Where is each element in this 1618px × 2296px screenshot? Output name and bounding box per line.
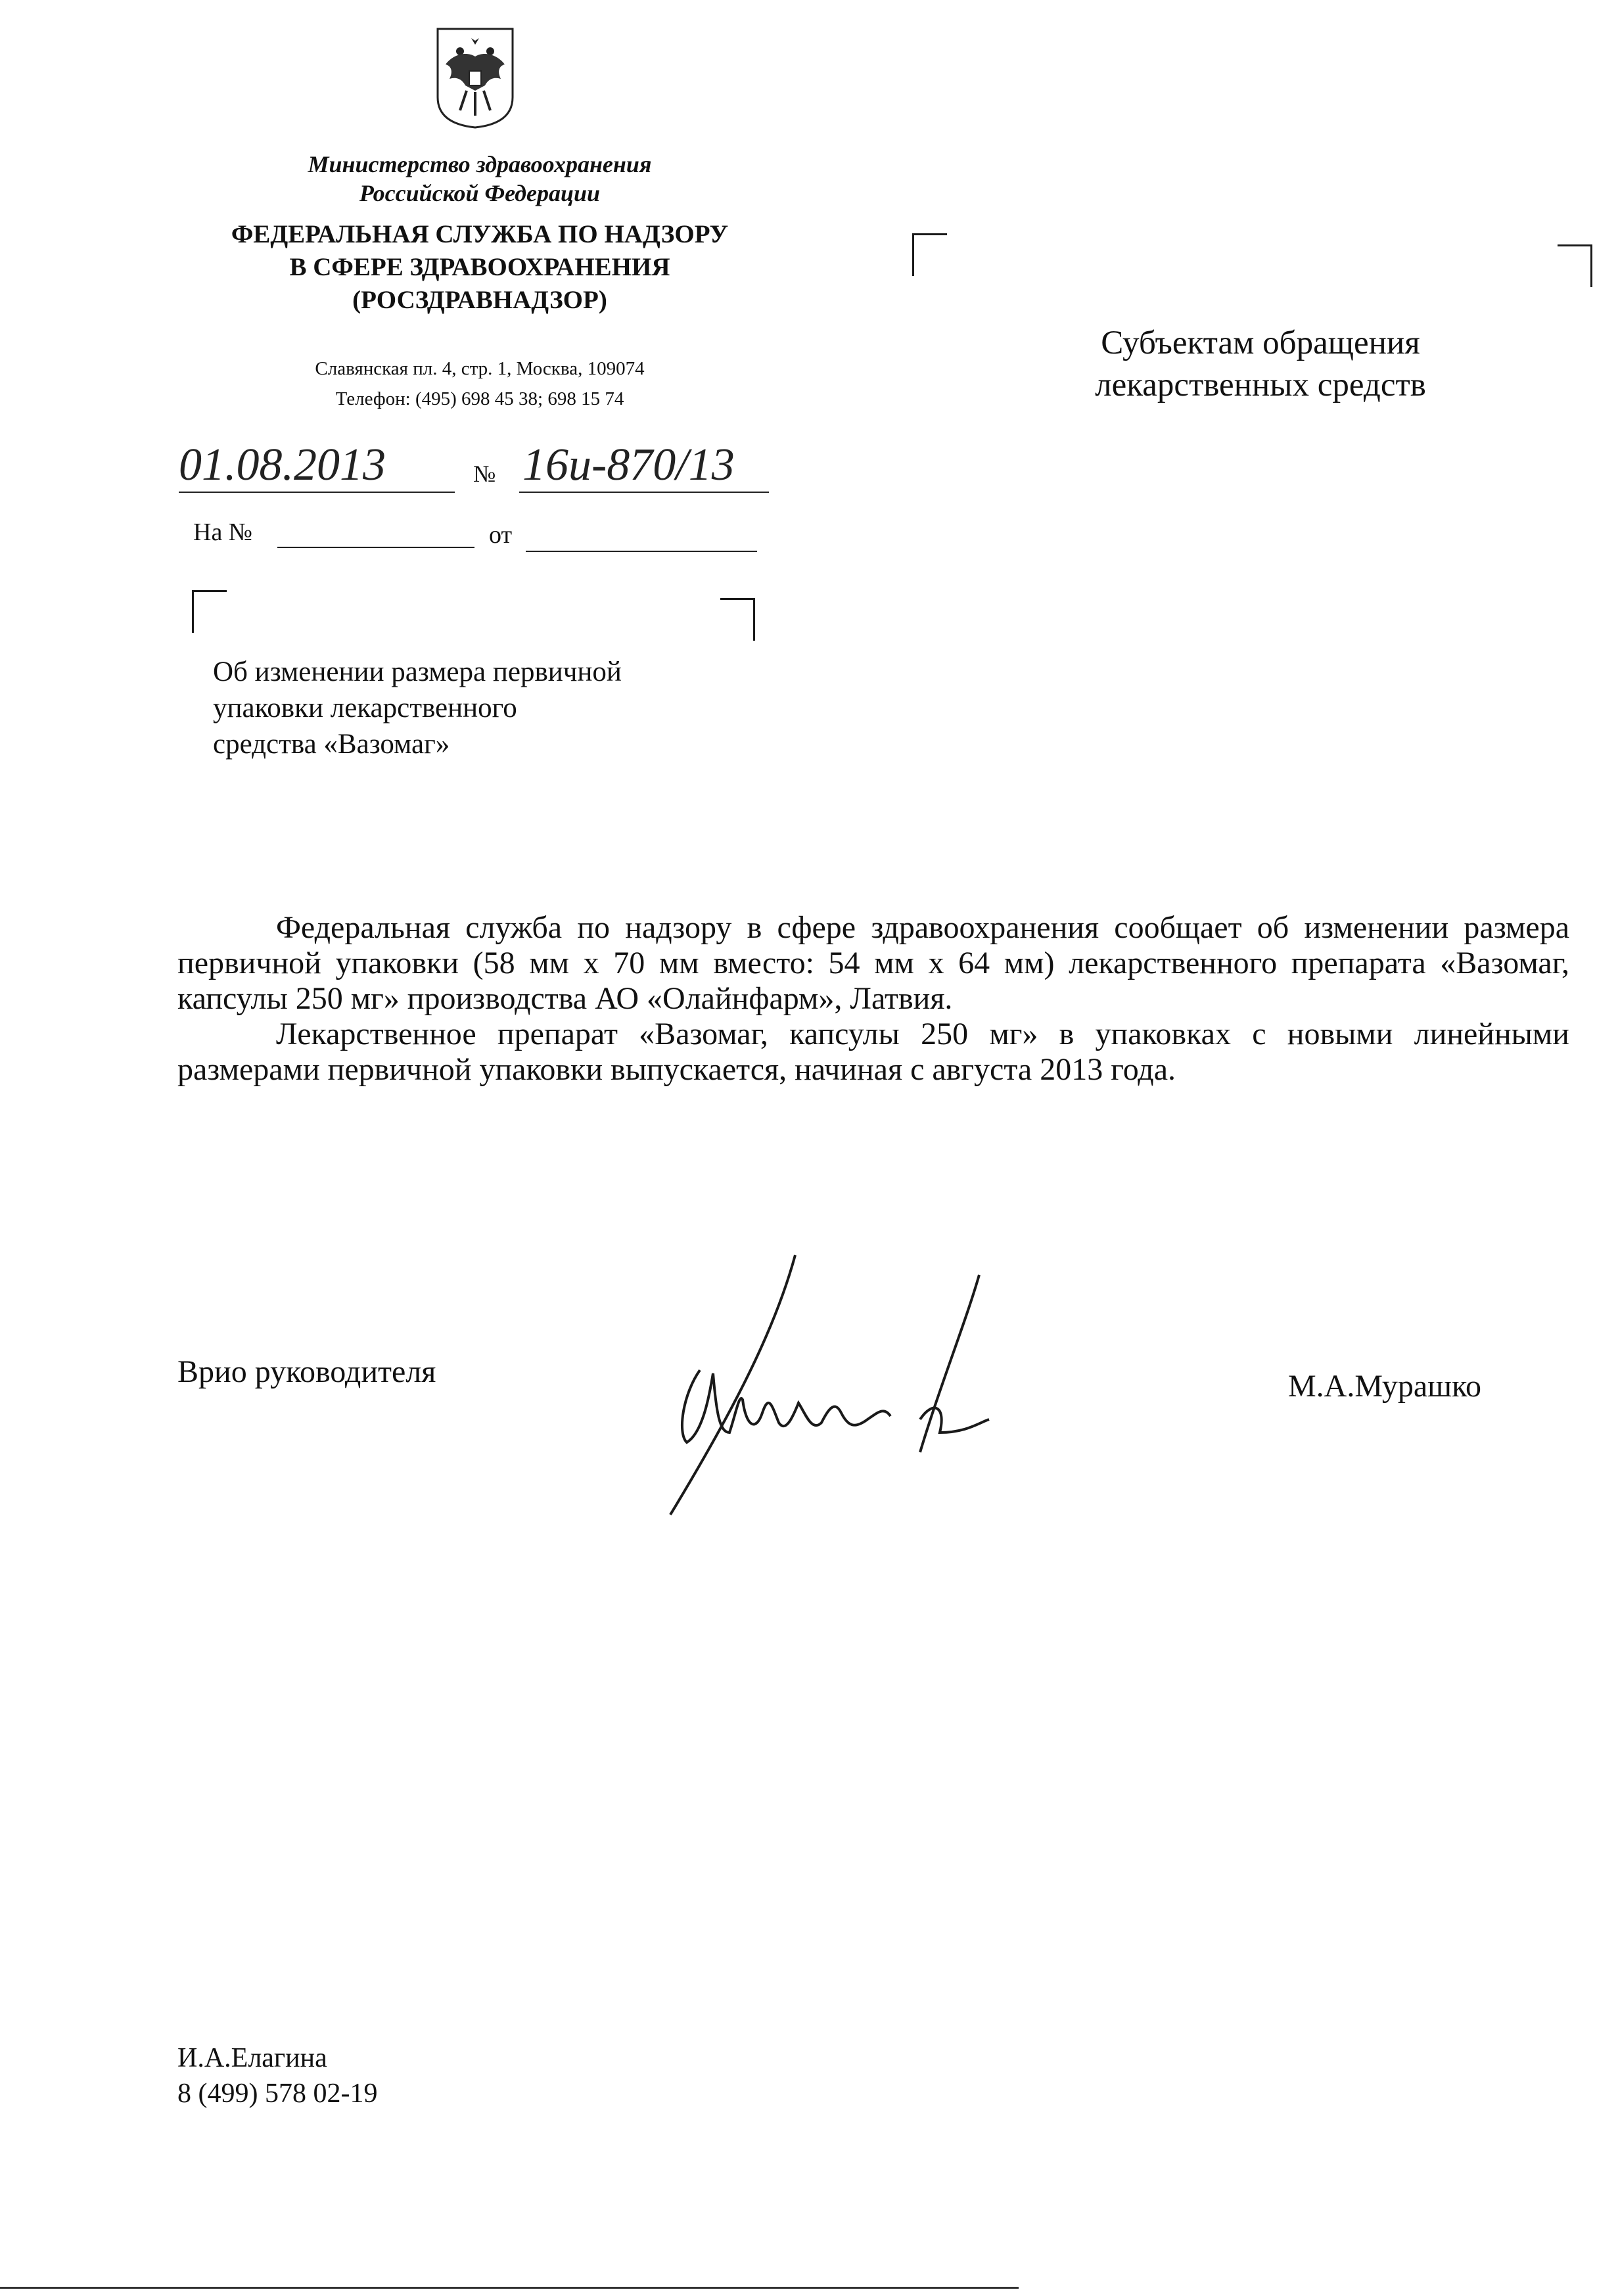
address: Славянская пл. 4, стр. 1, Москва, 109074: [315, 358, 645, 379]
from-line: [526, 551, 757, 552]
letter-body: [177, 910, 1569, 1088]
registration-date: 01.08.2013: [179, 440, 386, 490]
number-underline: [519, 492, 769, 493]
body-paragraph: Федеральная служба по надзору в сфере здравоохранения сообщает об изменении размера первичной упаковки (58 мм х 70 мм вместо: 54 мм х 64 мм) лекарственного препарата «Вазомаг, капсулы 250 мг» производства АО «Олайнфарм», Латвия.: [177, 910, 1569, 1016]
contact-block: [217, 354, 743, 414]
executor-phone: 8 (499) 578 02-19: [177, 2078, 378, 2109]
date-underline: [179, 492, 455, 493]
subject-corner-right: [720, 598, 755, 641]
number-sign: №: [473, 461, 496, 487]
double-headed-eagle-icon: [434, 25, 517, 130]
body-paragraph: Лекарственное препарат «Вазомаг, капсулы 250 мг» в упаковках с новыми линейными размерами первичной упаковки выпускается, начиная с августа 2013 года.: [177, 1017, 1569, 1087]
recipient: Субъектам обращения лекарственных средств: [1095, 325, 1426, 403]
handwritten-signature-icon: [657, 1235, 999, 1518]
service-name: ФЕДЕРАЛЬНАЯ СЛУЖБА ПО НАДЗОРУ В СФЕРЕ ЗДРАВООХРАНЕНИЯ (РОСЗДРАВНАДЗОР): [231, 220, 729, 314]
executor-name: И.А.Елагина: [177, 2043, 327, 2073]
phone: Телефон: (495) 698 45 38; 698 15 74: [335, 388, 624, 409]
executor-block: [177, 2040, 377, 2111]
reply-to-label: На №: [193, 518, 253, 546]
from-label: от: [489, 521, 513, 549]
signatory-title: Врио руководителя: [177, 1354, 436, 1389]
recipient-corner-left: [912, 233, 947, 276]
recipient-corner-right: [1558, 244, 1592, 287]
ministry-name: Министерство здравоохранения Российской Федерации: [308, 151, 652, 206]
subject: Об изменении размера первичной упаковки лекарственного средства «Вазомаг»: [213, 656, 622, 760]
bottom-rule: [0, 2287, 1019, 2289]
subject-corner-left: [192, 590, 227, 633]
signatory-name: М.А.Мурашко: [1288, 1369, 1481, 1404]
registration-number: 16и-870/13: [522, 440, 735, 490]
reply-to-line: [277, 547, 474, 548]
